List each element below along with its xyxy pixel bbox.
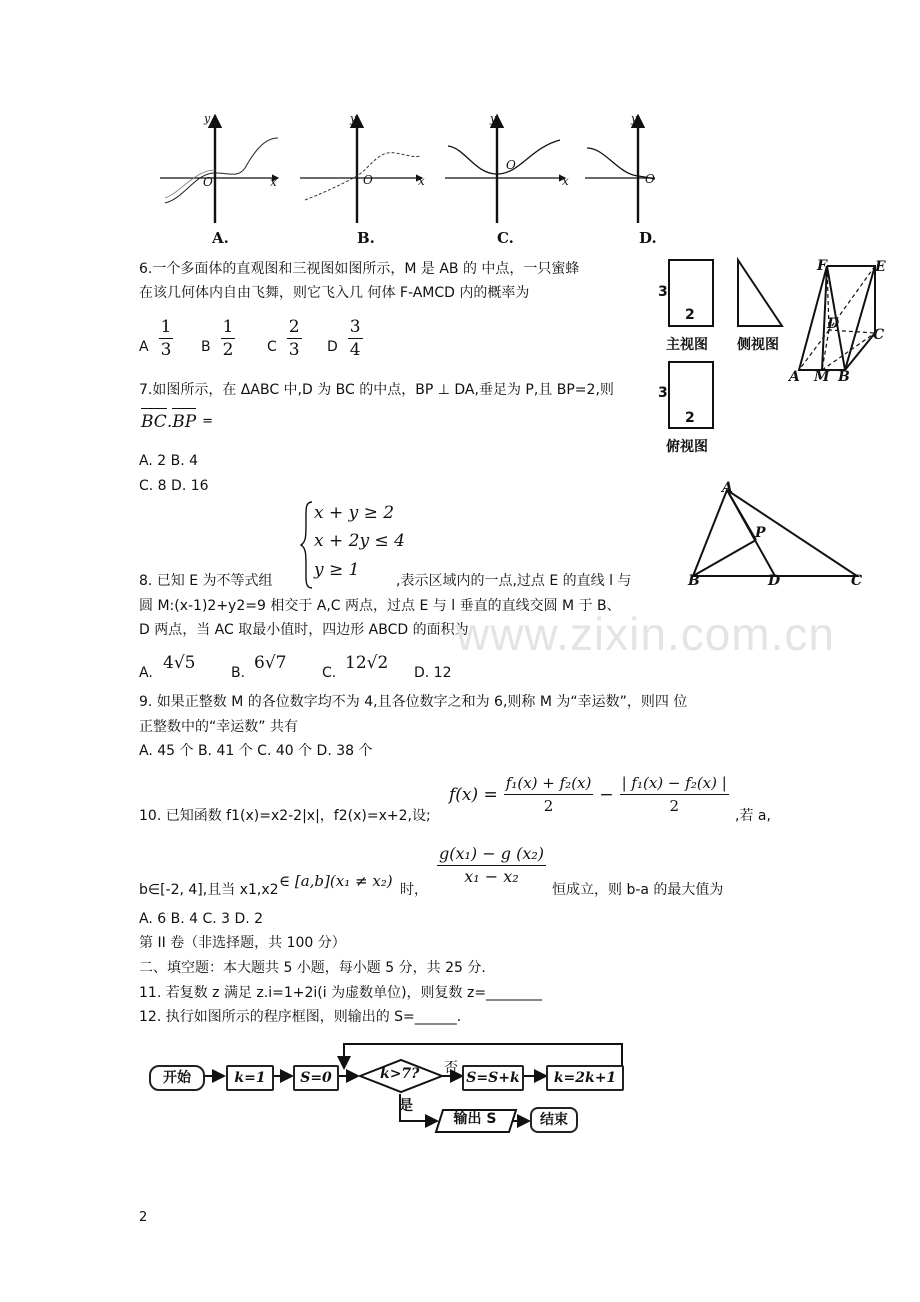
flow-k-init: k=1 [226, 1065, 274, 1091]
q8-opt-c-letter: C. [322, 665, 337, 681]
q8-line1-pre: 8. 已知 E 为不等式组 [139, 573, 273, 589]
flow-output: 输出 S [453, 1111, 497, 1127]
tri-label-d: D [768, 573, 781, 589]
front-view-width: 2 [685, 307, 695, 323]
axis-y-label-d: y [631, 112, 638, 125]
flow-no-label: 否 [444, 1060, 458, 1076]
graph-label-c: C. [497, 229, 514, 247]
q6-option-d: D $\frac{3}{4}$ [327, 317, 361, 360]
axis-y-label-c: y [490, 112, 497, 125]
dot-operator: . [166, 412, 173, 432]
graph-label-d: D. [639, 229, 657, 247]
flow-condition: k>7? [380, 1066, 420, 1082]
tri-label-c: C [851, 573, 863, 589]
q10-line2-post: 恒成立，则 b-a 的最大值为 [552, 882, 724, 898]
flow-update-s: S=S+k [462, 1065, 524, 1091]
q10-fraction-g: $\frac{\text{g(x₁) − g (x₂)}}{\text{x₁ − x₂}}$ [439, 844, 544, 886]
axis-x-label-b: x [418, 174, 425, 188]
part-2-heading: 二、填空题：本大题共 5 小题，每小题 5 分，共 25 分. [139, 960, 486, 976]
graph-b [300, 116, 422, 223]
front-view-label: 主视图 [666, 337, 708, 353]
flow-start: 开始 [149, 1065, 205, 1091]
watermark: www.zixin.com.cn [456, 608, 835, 660]
q6-options [139, 316, 387, 360]
origin-label-c: O [506, 158, 516, 172]
tri-label-a: A [722, 480, 733, 496]
equals-sign: = [202, 414, 214, 429]
q6-line2: 在该几何体内自由飞舞，则它飞入几 何体 F-AMCD 内的概率为 [139, 285, 530, 301]
q7-vector-expr [141, 408, 213, 432]
q8-opt-a-letter: A. [139, 665, 153, 681]
origin-label-d: O [645, 172, 655, 186]
tri-label-p: P [755, 525, 766, 541]
ineq-1: x + y ≥ 2 [314, 503, 395, 523]
q6-option-b: B $\frac{1}{2}$ [201, 317, 234, 360]
q6-option-c: C $\frac{2}{3}$ [267, 317, 300, 360]
page-number: 2 [139, 1210, 148, 1225]
solid-label-m: M [814, 369, 830, 385]
q9-line2: 正整数中的“幸运数” 共有 [139, 719, 298, 735]
system-brace [300, 500, 314, 590]
q10-options: A. 6 B. 4 C. 3 D. 2 [139, 911, 264, 927]
solid-label-f: F [817, 258, 827, 274]
graph-d [585, 116, 655, 223]
q8-opt-d: D. 12 [414, 665, 452, 681]
q7-options-2: C. 8 D. 16 [139, 478, 209, 494]
flow-end: 结束 [530, 1107, 578, 1133]
q8-line2: 圆 M:(x-1)2+y2=9 相交于 A,C 两点，过点 E 与 l 垂直的直线交圆 M 于 B、 [139, 598, 621, 614]
side-view-label: 侧视图 [737, 337, 779, 353]
q8-opt-b-value: 6√7 [254, 653, 287, 673]
ineq-2: x + 2y ≤ 4 [314, 531, 405, 551]
solid-label-c: C [873, 327, 885, 343]
axis-x-label-c: x [562, 174, 569, 188]
q7-options-1: A. 2 B. 4 [139, 453, 199, 469]
tri-label-b: B [688, 573, 700, 589]
q8-opt-a-value: 4√5 [163, 653, 196, 673]
flow-yes-label: 是 [399, 1098, 413, 1114]
q8-line3: D 两点，当 AC 取最小值时，四边形 ABCD 的面积为 [139, 622, 469, 638]
vector-bc: BC [141, 408, 167, 432]
axis-y-label-a: y [204, 112, 211, 125]
q10-line2-pre: b∈[-2, 4],且当 x1,x2 [139, 882, 279, 898]
q10-formula: f(x) = $\frac{\text{f₁(x) + f₂(x)}}{2}$ − $\frac{\text{| f₁(x) − f₂(x) |}}{2}$ [449, 774, 727, 815]
q7-line1: 7.如图所示，在 ΔABC 中,D 为 BC 的中点，BP ⊥ DA,垂足为 P,且 BP=2,则 [139, 382, 614, 398]
graph-label-a: A. [212, 229, 229, 247]
front-view-height: 3 [658, 284, 668, 300]
top-view-width: 2 [685, 410, 695, 426]
q10-line1: 10. 已知函数 f1(x)=x2-2|x|，f2(x)=x+2,设; [139, 808, 431, 824]
origin-label-a: O [203, 175, 213, 189]
section-2-title: 第 II 卷（非选择题，共 100 分） [139, 935, 346, 951]
q9-options: A. 45 个 B. 41 个 C. 40 个 D. 38 个 [139, 743, 373, 759]
graph-a [160, 116, 278, 223]
flow-update-k: k=2k+1 [546, 1065, 624, 1091]
q10-line1-tail: ,若 a, [735, 808, 771, 824]
axis-x-label-a: x [270, 175, 277, 189]
q6-option-a: A $\frac{1}{3}$ [139, 317, 172, 360]
solid-label-a: A [789, 369, 800, 385]
q12-text: 12. 执行如图所示的程序框图，则输出的 S=______. [139, 1009, 462, 1025]
solid-label-e: E [875, 259, 886, 275]
flow-s-init: S=0 [293, 1065, 339, 1091]
q10-line2-mid: 时， [400, 882, 428, 898]
top-view-height: 3 [658, 385, 668, 401]
q10-line2-cond: ∈ [a,b](x₁ ≠ x₂) [279, 872, 393, 890]
q6-line1: 6.一个多面体的直观图和三视图如图所示，M 是 AB 的 中点，一只蜜蜂 [139, 261, 580, 277]
axis-y-label-b: y [350, 112, 357, 125]
side-view-triangle [738, 260, 782, 326]
vector-bp: BP [172, 408, 196, 432]
q11-text: 11. 若复数 z 满足 z.i=1+2i(i 为虚数单位)，则复数 z=________ [139, 985, 543, 1001]
origin-label-b: O [363, 173, 373, 187]
solid-label-b: B [838, 369, 850, 385]
q8-opt-c-value: 12√2 [345, 653, 389, 673]
q9-line1: 9. 如果正整数 M 的各位数字均不为 4,且各位数字之和为 6,则称 M 为“幸运数”，则四 位 [139, 694, 688, 710]
ineq-3: y ≥ 1 [314, 560, 360, 580]
graph-c [445, 116, 565, 223]
q8-opt-b-letter: B. [231, 665, 246, 681]
q8-line1-post: ,表示区域内的一点,过点 E 的直线 l 与 [396, 573, 632, 589]
graph-label-b: B. [357, 229, 375, 247]
top-view-label: 俯视图 [666, 439, 708, 455]
solid-label-d: D [827, 316, 840, 332]
